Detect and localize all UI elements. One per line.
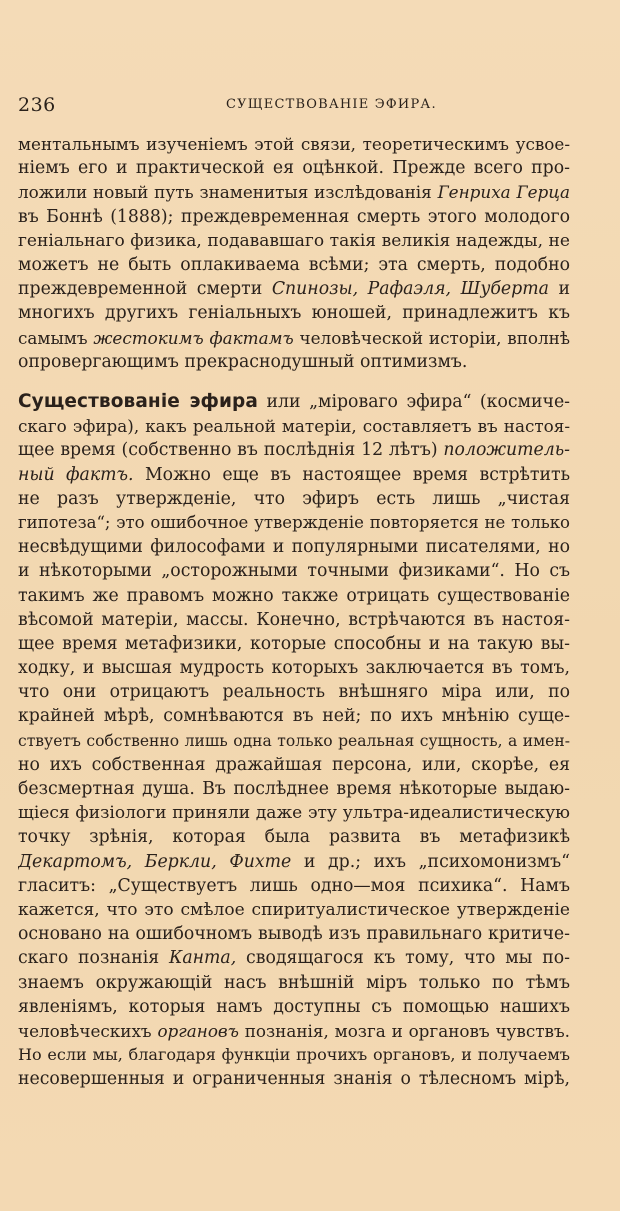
italic-phrase: положитель- <box>443 440 570 461</box>
text-line: основано на ошибочномъ выводѣ изъ правильнаго критиче- <box>18 924 570 945</box>
text-line: скаго познанія Канта, сводящагося къ тому, что мы по- <box>18 948 570 969</box>
text-line: что они отрицаютъ реальность внѣшняго міра или, по <box>18 682 570 703</box>
italic-name: Фихте <box>229 851 292 872</box>
text-line: несвѣдущими философами и популярными писателями, но <box>18 537 570 558</box>
text-line: кажется, что это смѣлое спиритуалистическое утвержденіе <box>18 899 570 920</box>
italic-name: Рафаэля, <box>367 279 452 300</box>
italic-name: Спинозы, <box>271 279 359 300</box>
text-line: ходку, и высшая мудрость которыхъ заключается въ томъ, <box>18 658 570 679</box>
italic-name: Генриха Герца <box>437 182 570 203</box>
italic-name: Декартомъ, <box>18 851 133 872</box>
text-line: опровергающимъ прекраснодушный оптимизмъ. <box>18 351 468 372</box>
text-line: геніальнаго физика, подававшаго такія великія надежды, не <box>18 230 570 251</box>
text-line: щее время (собственно въ послѣднія 12 лѣтъ) положитель- <box>18 440 570 461</box>
text-line: гипотеза“; это ошибочное утвержденіе повторяется не только <box>18 512 570 532</box>
lead-heading: Существованіе эфира <box>18 391 258 412</box>
text-line: но ихъ собственная дражайшая персона, или, скорѣе, ея <box>18 754 570 775</box>
text-line: ніемъ его и практической ея оцѣнкой. Прежде всего про- <box>18 158 570 179</box>
italic-word: органовъ <box>157 1020 239 1041</box>
text-line: такимъ же правомъ можно также отрицать существованіе <box>18 585 570 606</box>
text-line: преждевременной смерти Спинозы, Рафаэля, Шуберта и <box>18 279 570 300</box>
text-line: въ Боннѣ (1888); преждевременная смерть этого молодого <box>18 206 570 227</box>
text-line: самымъ жестокимъ фактамъ человѣческой исторіи, вполнѣ <box>18 327 570 348</box>
text-line: и нѣкоторыми „осторожными точными физиками“. Но съ <box>18 561 570 582</box>
text-line: Но если мы, благодаря функціи прочихъ органовъ, и получаемъ <box>18 1045 570 1065</box>
text-line: щіеся физіологи приняли даже эту ультра-идеалистическую <box>18 803 570 824</box>
italic-phrase: ный фактъ. <box>18 464 134 485</box>
text-line: многихъ другихъ геніальныхъ юношей, принадлежитъ къ <box>18 303 570 324</box>
text-line: явленіямъ, которыя намъ доступны съ помощью нашихъ <box>18 996 570 1017</box>
text-line: знаемъ окружающій насъ внѣшній міръ только по тѣмъ <box>18 972 570 993</box>
page-header <box>18 94 602 120</box>
text-line: ствуетъ собственно лишь одна только реальная сущность, а имен- <box>18 731 570 750</box>
italic-name: Беркли, <box>144 851 217 872</box>
text-line: безсмертная душа. Въ послѣднее время нѣкоторые выдаю- <box>18 779 570 799</box>
text-line: ный фактъ. Можно еще въ настоящее время встрѣтить <box>18 464 570 485</box>
text-line: скаго эфира), какъ реальной матеріи, составляетъ въ настоя- <box>18 416 570 437</box>
italic-name: Шуберта <box>460 279 549 300</box>
text-line: ложили новый путь знаменитыя изслѣдованія Генриха Герца <box>18 182 570 203</box>
text-line: несовершенныя и ограниченныя знанія о тѣлесномъ мірѣ, <box>18 1069 570 1090</box>
text-line: Декартомъ, Беркли, Фихте и др.; ихъ „психомонизмъ“ <box>18 851 570 872</box>
text-line: точку зрѣнія, которая была развита въ метафизикѣ <box>18 827 570 848</box>
text-line: не разъ утвержденіе, что эфиръ есть лишь „чистая <box>18 488 570 509</box>
running-title: СУЩЕСТВОВАНІЕ ЭФИРА. <box>226 97 437 112</box>
text-line: вѣсомой матеріи, массы. Конечно, встрѣчаются въ настоя- <box>18 609 570 630</box>
italic-phrase: жестокимъ фактамъ <box>93 327 294 348</box>
text-line: ментальнымъ изученіемъ этой связи, теоретическимъ усвое- <box>18 134 570 154</box>
text-line: крайней мѣрѣ, сомнѣваются въ ней; по ихъ мнѣнію суще- <box>18 706 570 727</box>
paragraph-1 <box>18 132 570 374</box>
text-line: щее время метафизики, которые способны и на такую вы- <box>18 633 570 654</box>
paragraph-2 <box>18 390 570 1091</box>
page-number: 236 <box>18 94 56 116</box>
text-line: можетъ не быть оплакиваема всѣми; эта смерть, подобно <box>18 254 570 275</box>
italic-name: Канта, <box>168 948 237 969</box>
text-line: Существованіе эфира или „міроваго эфира“ (космиче- <box>18 391 570 412</box>
text-line: человѣческихъ органовъ познанія, мозга и органовъ чувствъ. <box>18 1020 570 1041</box>
text-line: гласитъ: „Существуетъ лишь одно—моя психика“. Намъ <box>18 875 570 896</box>
